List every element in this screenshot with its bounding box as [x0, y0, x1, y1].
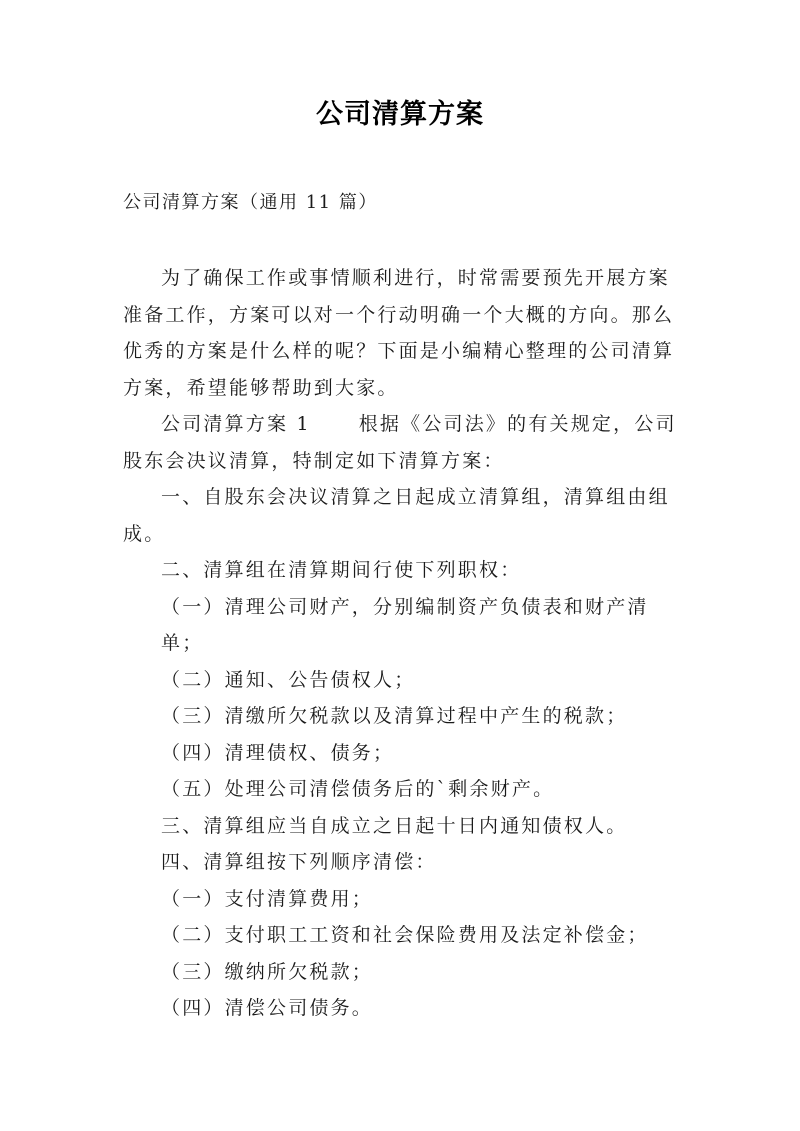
- section-1-paragraph: [123, 406, 683, 479]
- item-2: 二、清算组在清算期间行使下列职权：: [161, 559, 522, 581]
- document-title: 公司清算方案: [316, 99, 484, 130]
- item-4-2: （二）支付职工工资和社会保险费用及法定补偿金；: [161, 924, 649, 946]
- item-2-1: （一）清理公司财产，分别编制资产负债表和财产清单；: [161, 595, 649, 654]
- section-1-heading: 公司清算方案 1: [161, 413, 311, 435]
- document-subtitle: 公司清算方案（通用 11 篇）: [123, 192, 378, 213]
- item-2-2: （二）通知、公告债权人；: [161, 668, 416, 691]
- item-4-4: （四）清偿公司债务。: [161, 997, 374, 1019]
- item-4: 四、清算组按下列顺序清偿：: [161, 851, 437, 873]
- item-2-5: （五）处理公司清偿债务后的`剩余财产。: [161, 778, 555, 800]
- document-body: [123, 260, 683, 1027]
- item-1: 一、自股东会决议清算之日起成立清算组，清算组由组成。: [123, 486, 670, 545]
- item-3: 三、清算组应当自成立之日起十日内通知债权人。: [161, 814, 628, 837]
- intro-paragraph: 为了确保工作或事情顺利进行，时常需要预先开展方案准备工作，方案可以对一个行动明确一个大概的方向。那么优秀的方案是什么样的呢？下面是小编精心整理的公司清算方案，希望能够帮助到大家。: [123, 267, 675, 399]
- section-1-text: 根据《公司法》的有关规定，公司股东会决议清算，特制定如下清算方案：: [123, 413, 677, 472]
- item-2-3: （三）清缴所欠税款以及清算过程中产生的税款；: [161, 705, 628, 727]
- item-2-4: （四）清理债权、债务；: [161, 741, 395, 764]
- item-4-3: （三）缴纳所欠税款；: [161, 960, 374, 983]
- item-4-1: （一）支付清算费用；: [161, 887, 374, 910]
